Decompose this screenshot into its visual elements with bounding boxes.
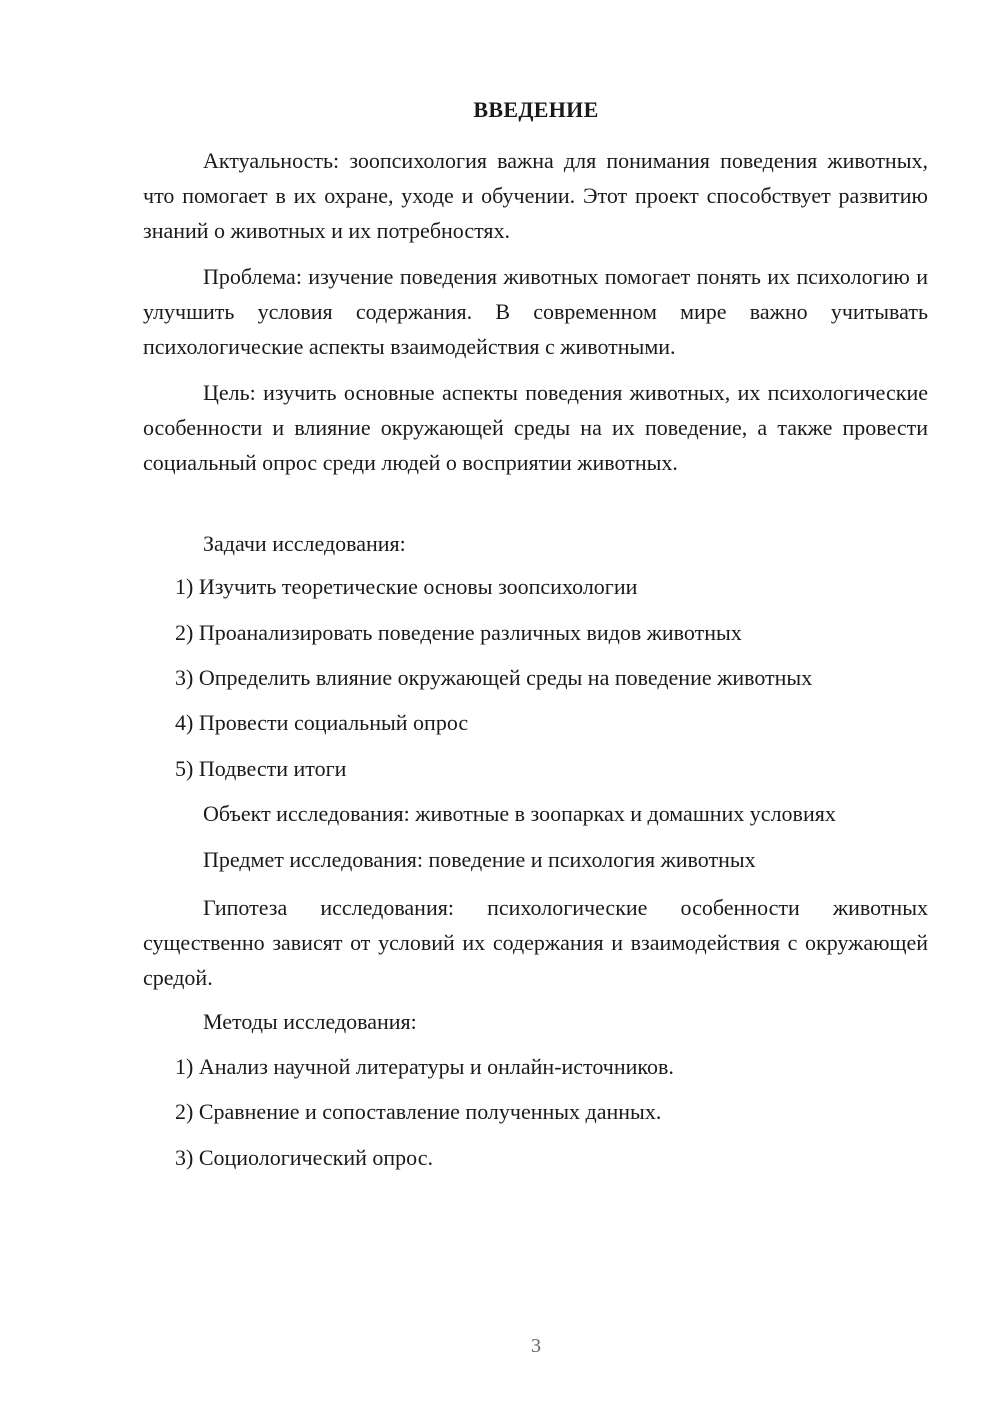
method-item: 1) Анализ научной литературы и онлайн-источников. [175,1054,674,1079]
task-item: 2) Проанализировать поведение различных видов животных [175,620,742,645]
page-number: 3 [531,1335,541,1357]
goal-paragraph: Цель: изучить основные аспекты поведения животных, их психологические особенности и влияние окружающей среды на их поведение, а также провести социальный опрос среди людей о восприятии животных. [143,380,928,475]
method-item: 3) Социологический опрос. [175,1145,433,1170]
method-item: 2) Сравнение и сопоставление полученных данных. [175,1099,662,1124]
task-item: 3) Определить влияние окружающей среды на поведение животных [175,665,813,690]
problem-paragraph: Проблема: изучение поведения животных помогает понять их психологию и улучшить условия содержания. В современном мире важно учитывать психологические аспекты взаимодействия с животными. [143,264,928,359]
research-object: Объект исследования: животные в зоопарках и домашних условиях [203,801,836,826]
task-item: 5) Подвести итоги [175,756,347,781]
hypothesis-paragraph: Гипотеза исследования: психологические особенности животных существенно зависят от условий их содержания и взаимодействия с окружающей средой. [143,895,928,990]
task-item: 1) Изучить теоретические основы зоопсихологии [175,574,638,599]
research-subject: Предмет исследования: поведение и психология животных [203,847,756,872]
task-item: 4) Провести социальный опрос [175,710,469,735]
page-title: ВВЕДЕНИЕ [473,97,599,122]
relevance-paragraph: Актуальность: зоопсихология важна для понимания поведения животных, что помогает в их охране, уходе и обучении. Этот проект способствует развитию знаний о животных и их потребностях. [143,148,928,243]
tasks-heading: Задачи исследования: [203,531,406,556]
methods-heading: Методы исследования: [203,1009,417,1034]
